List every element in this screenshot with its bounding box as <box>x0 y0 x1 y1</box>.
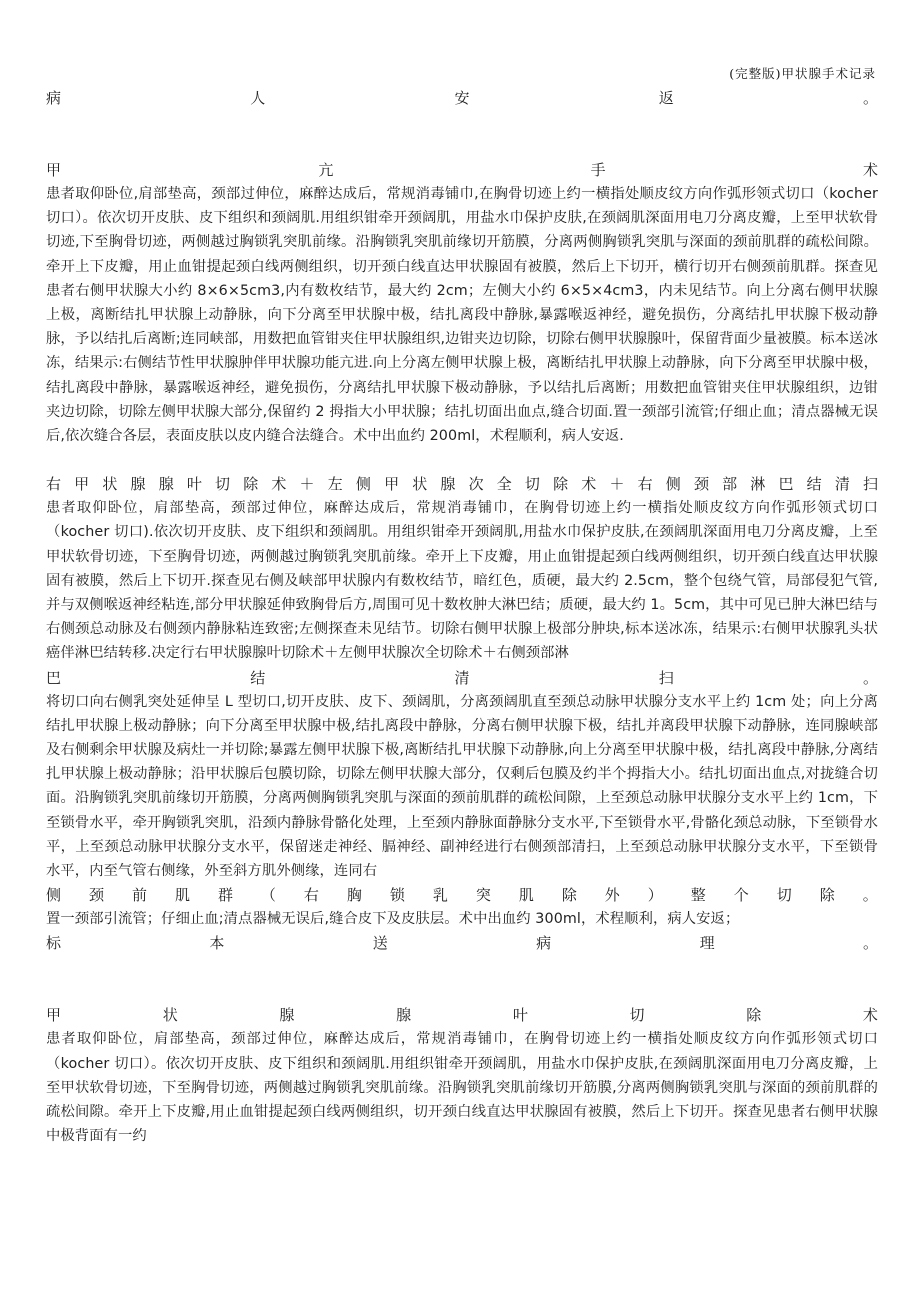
spread-char: 巴 <box>778 475 794 494</box>
spread-char: 扫 <box>862 475 878 494</box>
spread-char: 状 <box>102 475 118 494</box>
spread-char: 右 <box>637 475 653 494</box>
spread-char: ＋ <box>299 475 315 494</box>
spread-char: 个 <box>733 886 749 905</box>
spread-char: 腺 <box>130 475 146 494</box>
spread-char: 。 <box>862 89 878 107</box>
justified-line <box>46 666 878 690</box>
spread-char: 巴 <box>46 668 62 687</box>
spread-char: 群 <box>217 886 233 905</box>
section-paragraph: 将切口向右侧乳突处延伸呈 L 型切口,切开皮肤、皮下、颈阔肌，分离颈阔肌直至颈总动脉甲状腺分支水平上约 1cm 处；向上分离结扎甲状腺上极动静脉；向下分离至甲状腺中极,结扎离段中静脉，分离右侧甲状腺下极，结扎并离段甲状腺下动静脉，连同腺峡部及右侧剩余甲状腺及病灶一并切除;暴露左侧甲状腺下极,离断结扎甲状腺下动静脉,向上分离至甲状腺中极，结扎离段中静脉,分离结扎甲状腺上极动静脉；沿甲状腺后包膜切除，切除左侧甲状腺大部分，仅剩后包膜及约半个拇指大小。结扎切面出血点,对拢缝合切面。沿胸锁乳突肌前缘切开筋膜，分离两侧胸锁乳突肌与深面的颈前肌群的疏松间隙，上至颈总动脉甲状腺分支水平上约 1cm，下至锁骨水平，牵开胸锁乳突肌，沿颈内静脉骨骼化处理，上至颈内静脉面静脉分支水平,下至锁骨水平,骨骼化颈总动脉，下至锁骨水平，上至颈总动脉甲状腺分支水平，保留迷走神经、膈神经、副神经进行右侧颈部清扫，上至颈总动脉甲状腺分支水平，下至锁骨水平，内至气管右侧缘，外至斜方肌外侧缘，连同右 <box>46 693 878 880</box>
spread-char: 亢 <box>318 161 334 179</box>
spread-char: 状 <box>162 1006 178 1025</box>
spread-char: 切 <box>776 886 792 905</box>
spread-char: 安 <box>454 89 470 107</box>
spread-char: 术 <box>862 161 878 179</box>
spread-char: 颈 <box>88 886 104 905</box>
spread-char: 手 <box>590 161 606 179</box>
spread-char: 淋 <box>750 475 766 494</box>
spread-char: 除 <box>243 475 259 494</box>
spread-char: 切 <box>215 475 231 494</box>
spread-char: 肌 <box>518 886 534 905</box>
spacer <box>46 448 878 472</box>
spread-char: 甲 <box>74 475 90 494</box>
spread-char: 标 <box>46 934 62 953</box>
spread-char: 右 <box>303 886 319 905</box>
spread-char: 腺 <box>158 475 174 494</box>
spread-char: 扫 <box>658 668 674 687</box>
spread-char: 胸 <box>346 886 362 905</box>
spread-char: 本 <box>209 934 225 953</box>
spread-char: 理 <box>699 934 715 953</box>
spread-char: 左 <box>327 475 343 494</box>
spread-char: ＋ <box>609 475 625 494</box>
spread-char: 乳 <box>432 886 448 905</box>
spread-char: 侧 <box>665 475 681 494</box>
spread-char: 。 <box>862 886 878 905</box>
spread-char: 侧 <box>355 475 371 494</box>
spread-char: 腺 <box>279 1006 295 1025</box>
justified-line <box>46 883 878 907</box>
spread-char: 病 <box>536 934 552 953</box>
spread-char: 除 <box>553 475 569 494</box>
section-paragraph: 患者取仰卧位，肩部垫高，颈部过伸位，麻醉达成后，常规消毒铺巾，在胸骨切迹上约一横指处顺皮纹方向作弧形领式切口（kocher 切口).依次切开皮肤、皮下组织和颈阔肌。用组织钳牵开颈阔肌,用盐水巾保护皮肤,在颈阔肌深面用电刀分离皮瓣，上至甲状软骨切迹，下至胸骨切迹，两侧越过胸锁乳突肌前缘。牵开上下皮瓣，用止血钳提起颈白线两侧组织，切开颈白线直达甲状腺固有被膜，然后上下切开.探查见右侧及峡部甲状腺内有数枚结节，暗红色，质硬，最大约 2.5cm，整个包绕气管，局部侵犯气管,并与双侧喉返神经粘连,部分甲状腺延伸致胸骨后方,周围可见十数枚肿大淋巴结；质硬，最大约 1。5cm，其中可见已肿大淋巴结与右侧颈总动脉及右侧颈内静脉粘连致密;左侧探查未见结节。切除右侧甲状腺上极部分肿块,标本送冰冻，结果示:右侧甲状腺乳头状癌伴淋巴结转移.决定行右甲状腺腺叶切除术＋左侧甲状腺次全切除术＋右侧颈部淋 <box>46 500 878 662</box>
spread-char: 前 <box>131 886 147 905</box>
spread-char: 锁 <box>389 886 405 905</box>
spread-char: 清 <box>454 668 470 687</box>
document-header: (完整版)甲状腺手术记录 <box>729 66 876 81</box>
spread-char: ） <box>647 886 663 905</box>
spread-char: 切 <box>629 1006 645 1025</box>
spread-char: 整 <box>690 886 706 905</box>
spread-char: 全 <box>496 475 512 494</box>
spread-char: 甲 <box>384 475 400 494</box>
spread-char: 返 <box>658 89 674 107</box>
spread-char: 除 <box>819 886 835 905</box>
spread-char: 切 <box>524 475 540 494</box>
spread-char: 次 <box>468 475 484 494</box>
spacer <box>46 955 878 1003</box>
spread-char: （ <box>260 886 276 905</box>
spread-char: 人 <box>250 89 266 107</box>
spread-char: 腺 <box>440 475 456 494</box>
justified-line <box>46 931 878 955</box>
spread-char: 结 <box>806 475 822 494</box>
spread-char: 送 <box>372 934 388 953</box>
section-paragraph: 患者取仰卧位，肩部垫高，颈部过伸位，麻醉达成后，常规消毒铺巾，在胸骨切迹上约一横指处顺皮纹方向作弧形领式切口（kocher 切口）。依次切开皮肤、皮下组织和颈阔肌.用组织钳牵开颈阔肌，用盐水巾保护皮肤,在颈阔肌深面用电刀分离皮瓣，上至甲状软骨切迹，下至胸骨切迹，两侧越过胸锁乳突肌前缘。沿胸锁乳突肌前缘切开筋膜,分离两侧胸锁乳突肌与深面的颈前肌群的疏松间隙。牵开上下皮瓣,用止血钳提起颈白线两侧组织，切开颈白线直达甲状腺固有被膜，然后上下切开。探查见患者右侧甲状腺中极背面有一约 <box>46 1031 878 1145</box>
spread-char: 清 <box>834 475 850 494</box>
spread-char: 叶 <box>512 1006 528 1025</box>
closing-line <box>46 86 878 110</box>
spread-char: 突 <box>475 886 491 905</box>
spread-char: 部 <box>722 475 738 494</box>
spread-char: 结 <box>250 668 266 687</box>
spread-char: 外 <box>604 886 620 905</box>
spread-char: 甲 <box>46 161 62 179</box>
spread-char: 甲 <box>46 1006 62 1025</box>
spread-char: 术 <box>271 475 287 494</box>
spread-char: 肌 <box>174 886 190 905</box>
document-body <box>46 86 878 1149</box>
spread-char: 叶 <box>186 475 202 494</box>
section-paragraph: 置一颈部引流管；仔细止血;清点器械无误后,缝合皮下及皮肤层。术中出血约 300ml，术程顺利，病人安返； <box>46 911 740 928</box>
spread-char: 右 <box>46 475 62 494</box>
spread-char: 状 <box>412 475 428 494</box>
section-paragraph: 患者取仰卧位,肩部垫高，颈部过伸位，麻醉达成后，常规消毒铺巾,在胸骨切迹上约一横指处顺皮纹方向作弧形领式切口（kocher 切口）。依次切开皮肤、皮下组织和颈阔肌.用组织钳牵开颈阔肌，用盐水巾保护皮肤,在颈阔肌深面用电刀分离皮瓣，上至甲状软骨切迹,下至胸骨切迹，两侧越过胸锁乳突肌前缘。沿胸锁乳突肌前缘切开筋膜，分离两侧胸锁乳突肌与深面的颈前肌群的疏松间隙。牵开上下皮瓣，用止血钳提起颈白线两侧组织，切开颈白线直达甲状腺固有被膜，然后上下切开，横行切开右侧颈前肌群。探查见患者右侧甲状腺大小约 8×6×5cm3,内有数枚结节，最大约 2cm；左侧大小约 6×5×4cm3，内未见结节。向上分离右侧甲状腺上极，离断结扎甲状腺上动静脉，向下分离至甲状腺中极，结扎离段中静脉,暴露喉返神经，避免损伤，分离结扎甲状腺下极动静脉，予以结扎后离断;连同峡部，用数把血管钳夹住甲状腺组织,边钳夹边切除，切除右侧甲状腺腺叶，保留背面少量被膜。标本送冰冻，结果示:右侧结节性甲状腺肿伴甲状腺功能亢进.向上分离左侧甲状腺上极，离断结扎甲状腺上动静脉，向下分离至甲状腺中极，结扎离段中静脉，暴露喉返神经，避免损伤，分离结扎甲状腺下极动静脉，予以结扎后离断；用数把血管钳夹住甲状腺组织，边钳夹边切除，切除左侧甲状腺大部分,保留约 2 拇指大小甲状腺；结扎切面出血点,缝合切面.置一颈部引流管;仔细止血；清点器械无误后,依次缝合各层，表面皮肤以皮内缝合法缝合。术中出血约 200ml，术程顺利，病人安返. <box>46 186 878 445</box>
spread-char: 颈 <box>693 475 709 494</box>
spread-char: 。 <box>862 668 878 687</box>
spread-char: 除 <box>746 1006 762 1025</box>
spread-char: 病 <box>46 89 62 107</box>
spacer <box>46 110 878 158</box>
section-heading <box>46 1003 878 1027</box>
section-heading <box>46 472 878 496</box>
spread-char: 术 <box>862 1006 878 1025</box>
spread-char: 腺 <box>396 1006 412 1025</box>
spread-char: 侧 <box>46 886 62 905</box>
section-heading <box>46 158 878 182</box>
spread-char: 。 <box>862 934 878 953</box>
spread-char: 除 <box>561 886 577 905</box>
spread-char: 术 <box>581 475 597 494</box>
